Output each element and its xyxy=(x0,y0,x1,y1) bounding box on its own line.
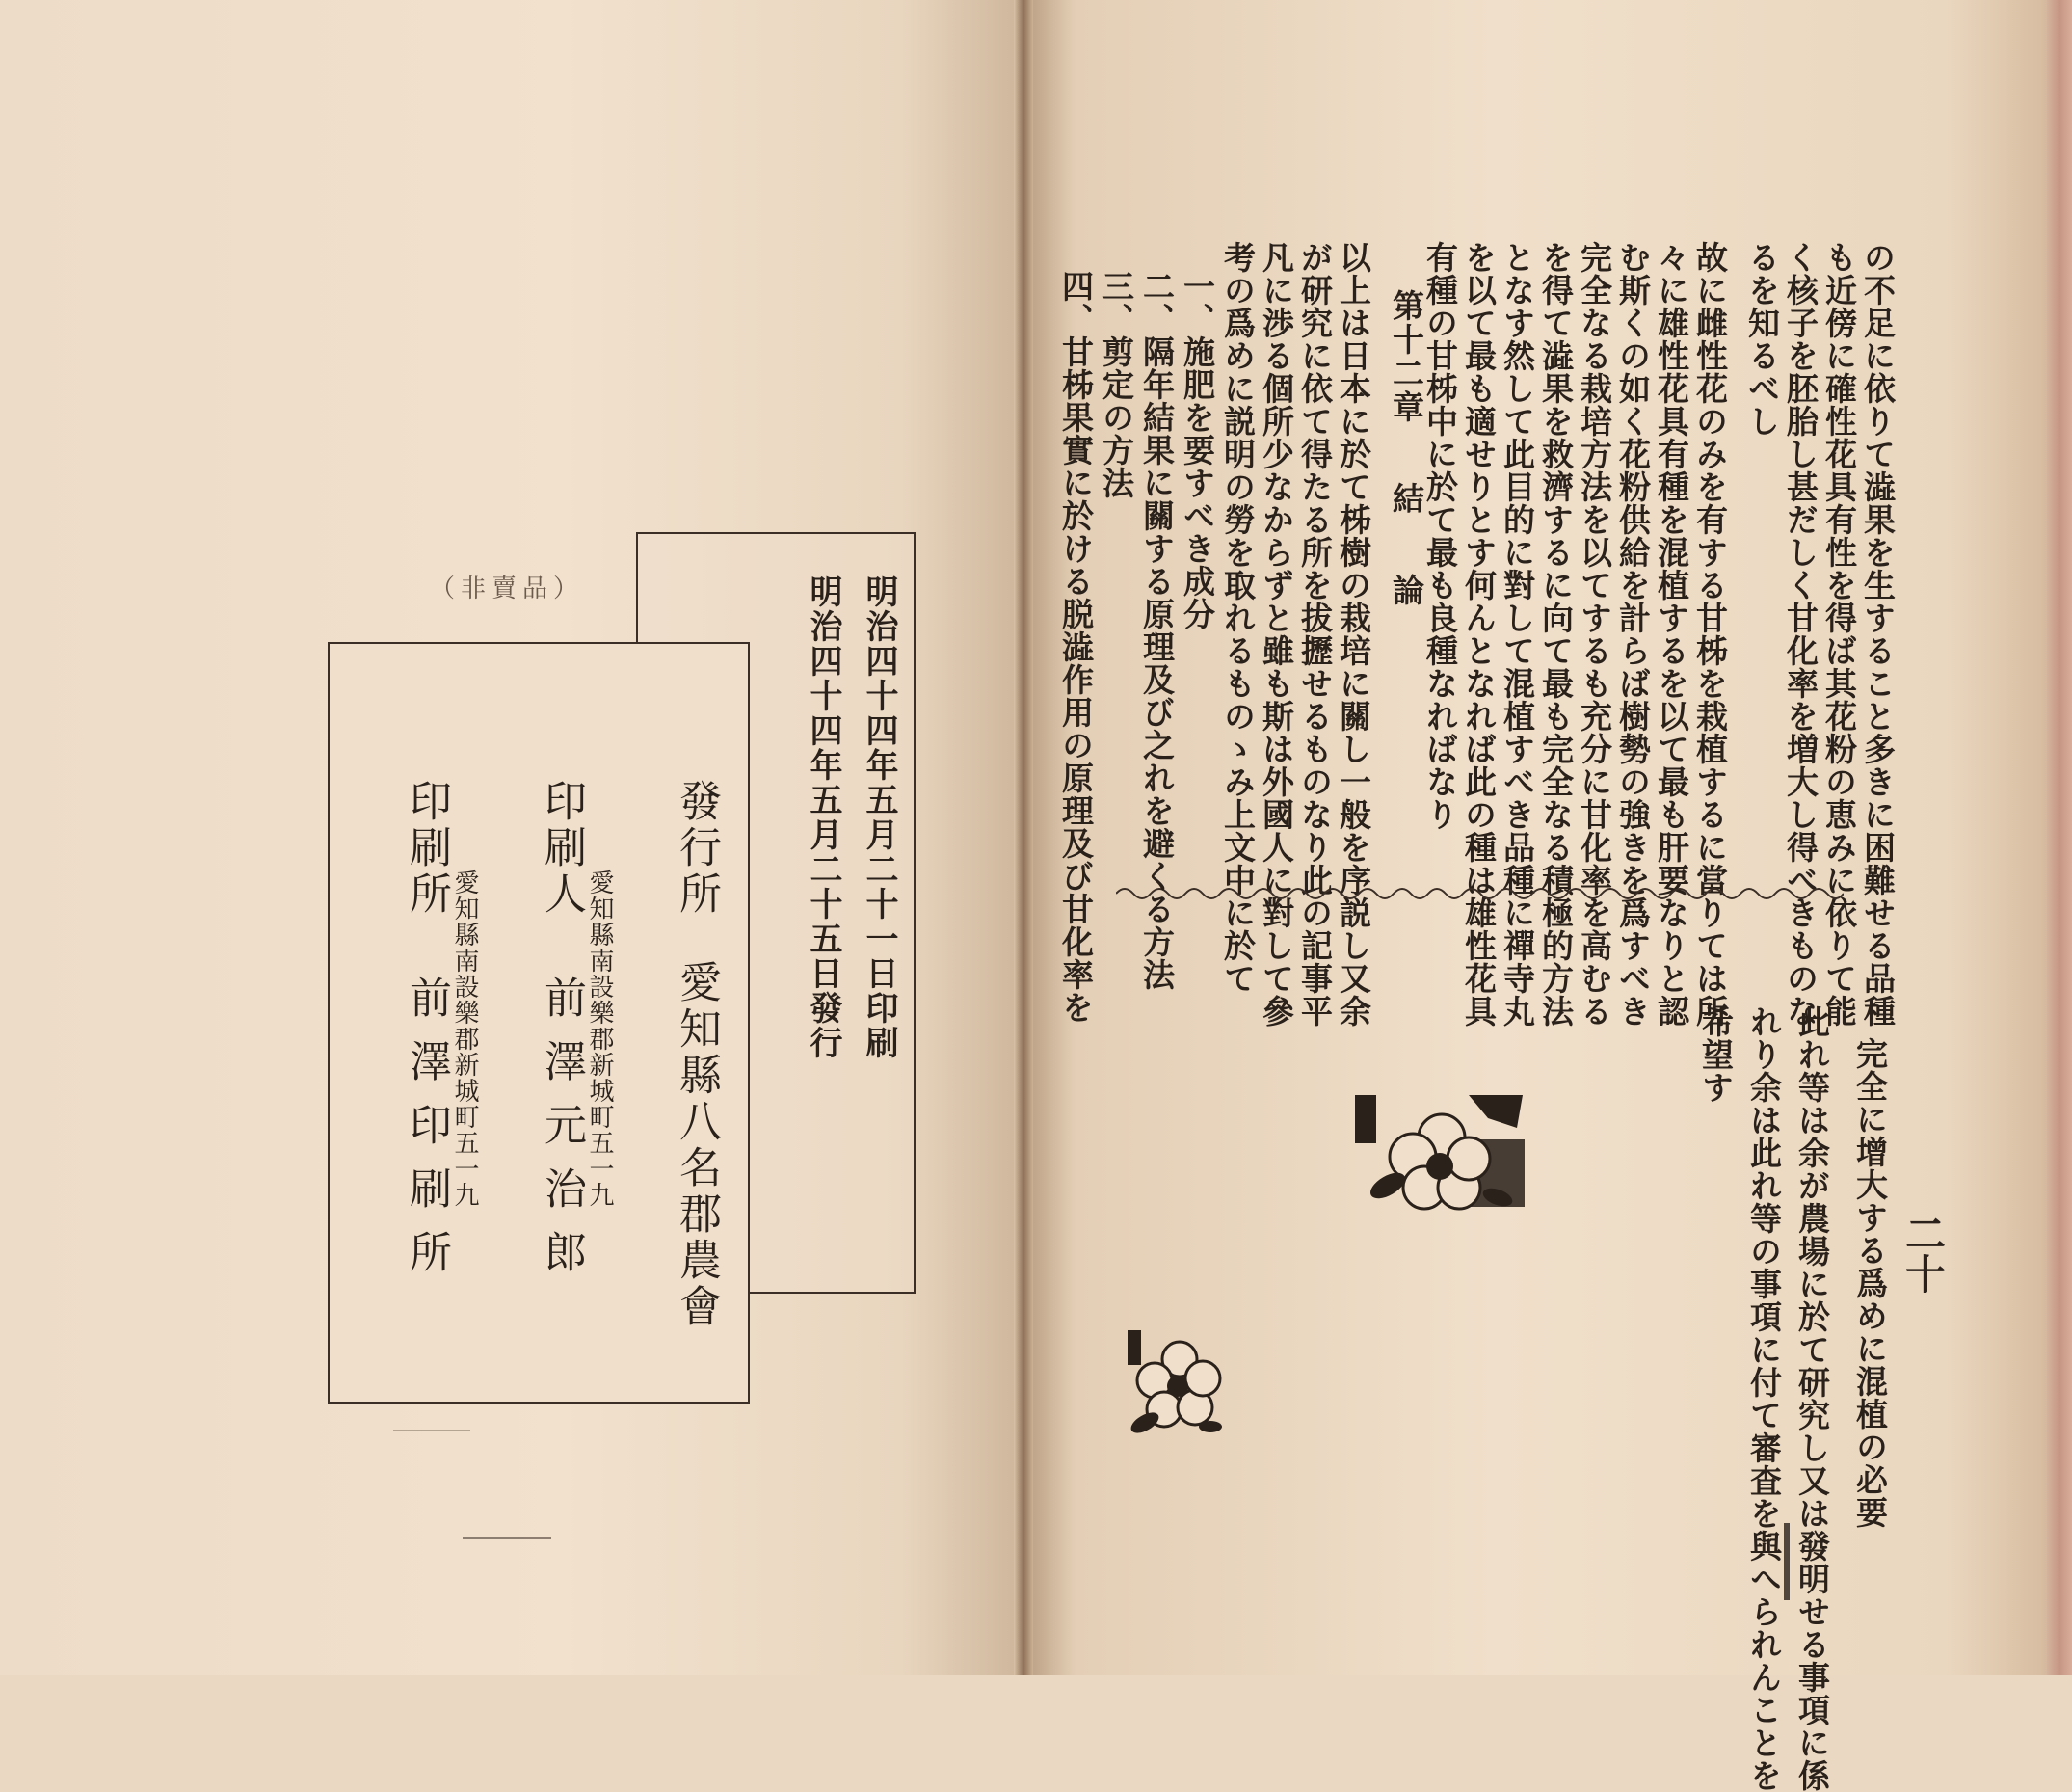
publisher-name: 愛知縣八名郡農會 xyxy=(672,960,721,1330)
lower-line: 希望す xyxy=(1697,1005,1735,1104)
not-for-sale-label: （非賣品） xyxy=(430,575,585,603)
body-line: となす然して此目的に對して混植すべき品種に禪寺丸 xyxy=(1499,241,1536,1028)
book-gutter xyxy=(1014,0,1033,1675)
flower-ornament-icon xyxy=(1353,1089,1528,1215)
body-line: 々に雄性花具有種を混植するを以て最も肝要なりと認 xyxy=(1653,241,1690,1028)
printer-role: 印刷人 xyxy=(537,779,586,918)
conclusion-line: が研究に依て得たる所を拔攊せるものなり此の記事平 xyxy=(1296,241,1334,1028)
bottom-rule xyxy=(463,1537,551,1539)
printing-office-name: 前澤印刷所 xyxy=(402,976,451,1294)
flower-ornament-icon xyxy=(1126,1326,1226,1440)
page-edge xyxy=(2047,0,2072,1675)
body-line: るを知るべし xyxy=(1743,241,1781,438)
body-line: 有種の甘柹中に於て最も良種なればなり xyxy=(1421,241,1459,831)
body-line: を得て澁果を救濟するに向て最も完全なる積極的方法 xyxy=(1537,241,1575,1028)
ink-mark xyxy=(1784,1523,1790,1600)
chapter-name-part: 論 xyxy=(1388,574,1425,607)
body-line: く核子を胚胎し甚だしく甘化率を増大し得べきものな xyxy=(1782,241,1820,1028)
body-line: の不足に依りて澁果を生すること多きに困難せる品種 xyxy=(1859,241,1897,1028)
printing-office-role: 印刷所 xyxy=(402,779,451,918)
conclusion-line: 考の爲めに説明の勞を取れるものゝみ上文中に於て xyxy=(1219,241,1257,995)
printed-date: 明治四十四年五月二十一日印刷 xyxy=(860,575,898,1060)
conclusion-item: 一、施肥を要すべき成分 xyxy=(1179,270,1216,630)
conclusion-item: 四、甘柹果實に於ける脱澁作用の原理及び甘化率を xyxy=(1057,270,1095,1024)
body-line: を以て最も適せりとす何んとなれば此の種は雄性花具 xyxy=(1460,241,1498,1028)
body-line: む斯くの如く花粉供給を計らば樹勢の強きを爲すべき xyxy=(1614,241,1652,1028)
small-rule xyxy=(393,1430,470,1431)
conclusion-item: 三、剪定の方法 xyxy=(1098,270,1135,499)
body-line: 完全なる栽培方法を以てするも充分に甘化率を高むる xyxy=(1576,241,1613,1028)
printing-office-address: 愛知縣南設樂郡新城町五一九 xyxy=(450,869,479,1208)
chapter-name-part: 結 xyxy=(1388,482,1425,516)
conclusion-item: 二、隔年結果に關する原理及び之れを避くる方法 xyxy=(1138,270,1176,991)
page-number: 二十 xyxy=(1899,1213,1947,1294)
body-line: 故に雌性花のみを有する甘柹を栽植するに當りては所 xyxy=(1691,241,1729,1028)
chapter-heading xyxy=(1384,289,1429,607)
chapter-number: 第十二章 xyxy=(1388,289,1425,424)
lower-line: れり余は此れ等の事項に付て審査を與へられんことを xyxy=(1745,1005,1783,1792)
body-line: も近傍に確性花具有性を得ば其花粉の恵みに依りて能 xyxy=(1820,241,1858,1028)
lower-line: 此れ等は余が農場に於て研究し又は發明せる事項に係 xyxy=(1793,1005,1831,1792)
conclusion-line: 凡に渉る個所少なからずと雖も斯は外國人に對して參 xyxy=(1258,241,1295,1028)
printer-address: 愛知縣南設樂郡新城町五一九 xyxy=(585,869,614,1208)
conclusion-line: 以上は日本に於て柹樹の栽培に關し一般を序説し又余 xyxy=(1335,241,1372,1028)
lower-line: 完全に增大する爲めに混植の必要 xyxy=(1851,1037,1889,1529)
issued-date: 明治四十四年五月二十五日發行 xyxy=(804,575,842,1060)
wavy-divider xyxy=(1116,881,1844,906)
publisher-role: 發行所 xyxy=(672,779,721,918)
publisher-line xyxy=(665,779,727,1330)
printer-name: 前澤元治郎 xyxy=(537,976,586,1294)
